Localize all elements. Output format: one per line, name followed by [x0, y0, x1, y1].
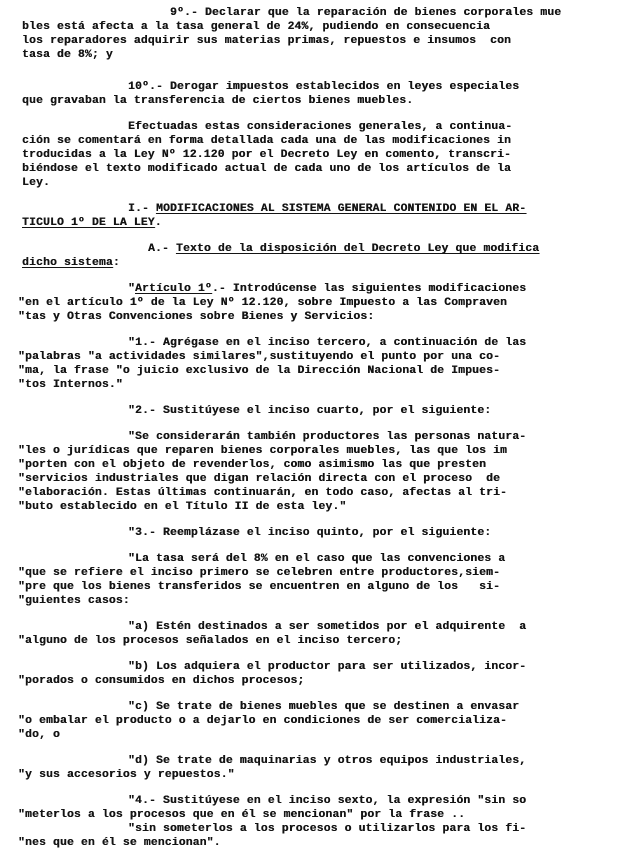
text-line: "en el artículo 1º de la Ley Nº 12.120, sobre Impuesto a las Compraven	[18, 297, 507, 309]
text-line: "ma, la frase "o juicio exclusivo de la Dirección Nacional de Impues-	[18, 365, 500, 377]
text-line: "Artículo 1º.- Introdúcense las siguientes modificaciones	[128, 283, 527, 295]
text-line: "elaboración. Estas últimas continuarán, en todo caso, afectas al tri-	[18, 487, 507, 499]
text-line: 9º.- Declarar que la reparación de bienes corporales mue	[170, 7, 562, 19]
text-line: "les o jurídicas que reparen bienes corporales muebles, las que los im	[18, 445, 507, 457]
text-line: "guientes casos:	[18, 595, 130, 607]
text-line: "La tasa será del 8% en el caso que las convenciones a	[128, 553, 506, 565]
text-line: "b) Los adquiera el productor para ser utilizados, incor-	[128, 661, 527, 673]
text-line: "pre que los bienes transferidos se encuentren en alguno de los si-	[18, 581, 500, 593]
text-line: los reparadores adquirir sus materias primas, repuestos e insumos con	[22, 35, 511, 47]
text-line: Efectuadas estas consideraciones generales, a continua-	[128, 121, 513, 133]
text-line: TICULO 1º DE LA LEY.	[22, 217, 162, 229]
underlined-heading: Artículo 1º	[135, 283, 212, 295]
text-line: 10º.- Derogar impuestos establecidos en leyes especiales	[128, 81, 520, 93]
text-line: "porten con el objeto de revenderlos, como asimismo las que presten	[18, 459, 487, 471]
text-line: ción se comentará en forma detallada cada una de las modificaciones in	[22, 135, 511, 147]
text-line: "meterlos a los procesos que en él se mencionan" por la frase ..	[18, 809, 466, 821]
text-line: que gravaban la transferencia de ciertos bienes muebles.	[22, 95, 414, 107]
text-line: "porados o consumidos en dichos procesos;	[18, 675, 305, 687]
text-line: "o embalar el producto o a dejarlo en condiciones de ser comercializa-	[18, 715, 507, 727]
text-line: "sin someterlos a los procesos o utilizarlos para los fi-	[128, 823, 527, 835]
text-line: troducidas a la Ley Nº 12.120 por el Decreto Ley en comento, transcri-	[22, 149, 511, 161]
text-line: "c) Se trate de bienes muebles que se destinen a envasar	[128, 701, 520, 713]
text-line: "Se considerarán también productores las personas natura-	[128, 431, 527, 443]
text-line: "tos Internos."	[18, 379, 123, 391]
text-line: "d) Se trate de maquinarias y otros equipos industriales,	[128, 755, 527, 767]
text-line: "4.- Sustitúyese en el inciso sexto, la expresión "sin so	[128, 795, 527, 807]
underlined-heading: TICULO 1º DE LA LEY	[22, 217, 155, 229]
text-line: biéndose el texto modificado actual de cada uno de los artículos de la	[22, 163, 511, 175]
text-line: "1.- Agrégase en el inciso tercero, a continuación de las	[128, 337, 527, 349]
text-line: I.- MODIFICACIONES AL SISTEMA GENERAL CONTENIDO EN EL AR-	[128, 203, 527, 215]
text-line: "y sus accesorios y repuestos."	[18, 769, 235, 781]
text-line: "a) Estén destinados a ser sometidos por el adquirente a	[128, 621, 527, 633]
text-line: bles está afecta a la tasa general de 24%, pudiendo en consecuencia	[22, 21, 491, 33]
text-line: "servicios industriales que digan relación directa con el proceso de	[18, 473, 500, 485]
text-line: "alguno de los procesos señalados en el inciso tercero;	[18, 635, 403, 647]
underlined-heading: Texto de la disposición del Decreto Ley que modifica	[175, 243, 540, 255]
text-line: "buto establecido en el Título II de esta ley."	[18, 501, 347, 513]
text-line: tasa de 8%; y	[22, 49, 113, 61]
text-line: "que se refiere el inciso primero se celebren entre productores,siem-	[18, 567, 500, 579]
text-line: "tas y Otras Convenciones sobre Bienes y Servicios:	[18, 311, 375, 323]
underlined-heading: dicho sistema	[22, 257, 113, 269]
text-line: "nes que en él se mencionan".	[18, 837, 221, 849]
underlined-heading: MODIFICACIONES AL SISTEMA GENERAL CONTENIDO EN EL AR-	[155, 203, 527, 215]
text-line: "2.- Sustitúyese el inciso cuarto, por el siguiente:	[128, 405, 492, 417]
text-line: "do, o	[18, 729, 60, 741]
text-line: A.- Texto de la disposición del Decreto Ley que modifica	[148, 243, 540, 255]
text-line: dicho sistema:	[22, 257, 120, 269]
text-line: "palabras "a actividades similares",sustituyendo el punto por una co-	[18, 351, 500, 363]
text-line: "3.- Reemplázase el inciso quinto, por el siguiente:	[128, 527, 492, 539]
text-line: Ley.	[22, 177, 50, 189]
